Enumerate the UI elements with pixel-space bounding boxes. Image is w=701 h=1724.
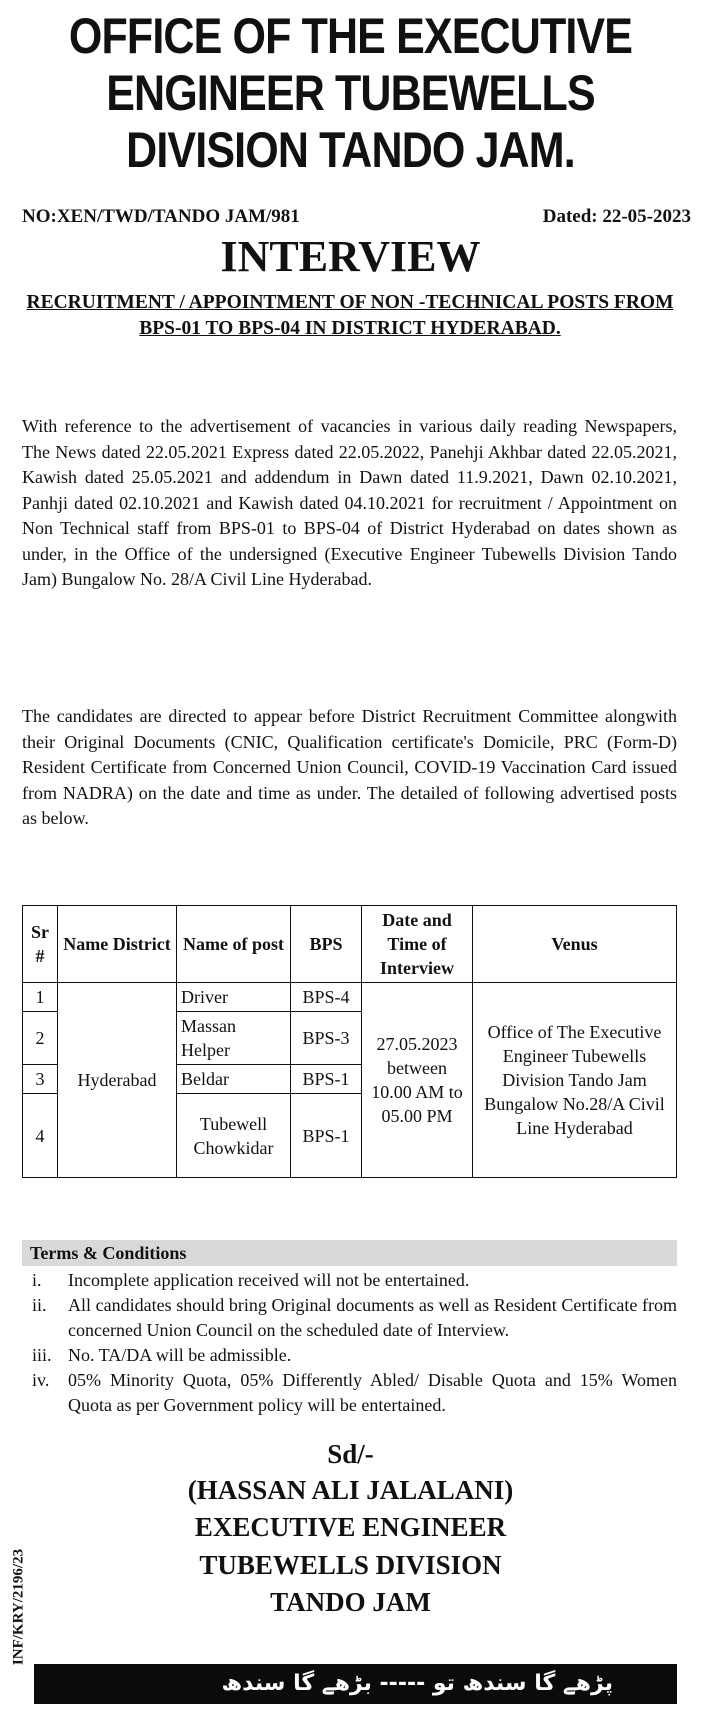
row-bps: BPS-1 xyxy=(291,1094,362,1178)
row-sr: 2 xyxy=(23,1012,58,1065)
header-line-1: OFFICE OF THE EXECUTIVE xyxy=(68,8,633,64)
term-text: 05% Minority Quota, 05% Differently Abled/ Disable Quota and 15% Women Quota as per Government policy will be entertained. xyxy=(68,1370,677,1415)
term-item xyxy=(22,1293,677,1343)
header-bps: BPS xyxy=(291,906,362,983)
signatory-name: (HASSAN ALI JALALANI) xyxy=(187,1475,514,1505)
term-text: No. TA/DA will be admissible. xyxy=(68,1345,292,1365)
term-number: iv. xyxy=(32,1370,50,1390)
header-line-3: DIVISION TANDO JAM. xyxy=(126,122,575,178)
row-bps: BPS-3 xyxy=(291,1012,362,1065)
row-post: Tubewell Chowkidar xyxy=(177,1094,291,1178)
signatory-place: TANDO JAM xyxy=(270,1587,431,1617)
table-row xyxy=(23,983,677,1012)
intro-paragraph: With reference to the advertisement of vacancies in various daily reading Newspapers, The News dated 22.05.2021 Express dated 22.05.2022, Panehji Akhbar dated 22.05.2021, Kawish dated 25.05.2021 and addendum in Dawn dated 11.9.2021, Dawn 02.10.2021, Panhji dated 02.10.2021 and Kawish dated 04.10.2021 for recruitment / Appointment on Non Technical staff from BPS-01 to BPS-04 of District Hyderabad on dates shown as under, in the Office of the undersigned (Executive Engineer Tubewells Division Tando Jam) Bungalow No. 28/A Civil Line Hyderabad. xyxy=(22,416,677,589)
signatory-division: TUBEWELLS DIVISION xyxy=(199,1550,502,1580)
term-number: iii. xyxy=(32,1345,52,1365)
page-title: INTERVIEW xyxy=(220,232,481,281)
header-post: Name of post xyxy=(177,906,291,983)
header-venue: Venus xyxy=(473,906,677,983)
header-sr: Sr # xyxy=(23,906,58,983)
venue-cell: Office of The Executive Engineer Tubewells Division Tando Jam Bungalow No.28/A Civil Line Hyderabad xyxy=(473,983,677,1178)
subject-heading: RECRUITMENT / APPOINTMENT OF NON -TECHNICAL POSTS FROM BPS-01 TO BPS-04 IN DISTRICT HYDERABAD. xyxy=(26,292,674,339)
term-item xyxy=(22,1343,677,1368)
release-code-text: INF/KRY/2196/23 xyxy=(10,1548,27,1666)
posts-table xyxy=(22,905,677,1178)
office-header xyxy=(49,8,652,179)
terms-list xyxy=(22,1268,677,1418)
datetime-cell: 27.05.2023 between 10.00 AM to 05.00 PM xyxy=(362,983,473,1178)
term-text: All candidates should bring Original documents as well as Resident Certificate from concerned Union Council on the scheduled date of Interview. xyxy=(68,1295,677,1340)
row-post: Driver xyxy=(177,983,291,1012)
footer-slogan: پڑھے گا سندھ تو ----- بڑھے گا سندھ xyxy=(221,1671,613,1696)
row-sr: 1 xyxy=(23,983,58,1012)
terms-heading: Terms & Conditions xyxy=(22,1240,677,1266)
reference-date: Dated: 22-05-2023 xyxy=(542,206,691,227)
signature-mark: Sd/- xyxy=(327,1439,374,1469)
release-code xyxy=(6,1532,32,1682)
row-bps: BPS-4 xyxy=(291,983,362,1012)
district-cell: Hyderabad xyxy=(58,983,177,1178)
instructions-paragraph: The candidates are directed to appear before District Recruitment Committee alongwith their Original Documents (CNIC, Qualification certificate's Domicile, PRC (Form-D) Resident Certificate from Concerned Union Council, COVID-19 Vaccination Card issued from NADRA) on the date and time as under. The detailed of following advertised posts as below. xyxy=(22,706,677,828)
term-item xyxy=(22,1268,677,1293)
header-line-2: ENGINEER TUBEWELLS xyxy=(106,65,595,121)
term-item xyxy=(22,1368,677,1418)
row-post: Beldar xyxy=(177,1065,291,1094)
term-number: ii. xyxy=(32,1295,47,1315)
footer-slogan-bar xyxy=(34,1664,677,1704)
term-text: Incomplete application received will not be entertained. xyxy=(68,1270,470,1290)
term-number: i. xyxy=(32,1270,42,1290)
row-sr: 4 xyxy=(23,1094,58,1178)
row-bps: BPS-1 xyxy=(291,1065,362,1094)
header-district: Name District xyxy=(58,906,177,983)
header-datetime: Date and Time of Interview xyxy=(362,906,473,983)
row-sr: 3 xyxy=(23,1065,58,1094)
table-header-row xyxy=(23,906,677,983)
row-post: Massan Helper xyxy=(177,1012,291,1065)
reference-number: NO:XEN/TWD/TANDO JAM/981 xyxy=(22,206,300,227)
signatory-title: EXECUTIVE ENGINEER xyxy=(194,1512,507,1542)
